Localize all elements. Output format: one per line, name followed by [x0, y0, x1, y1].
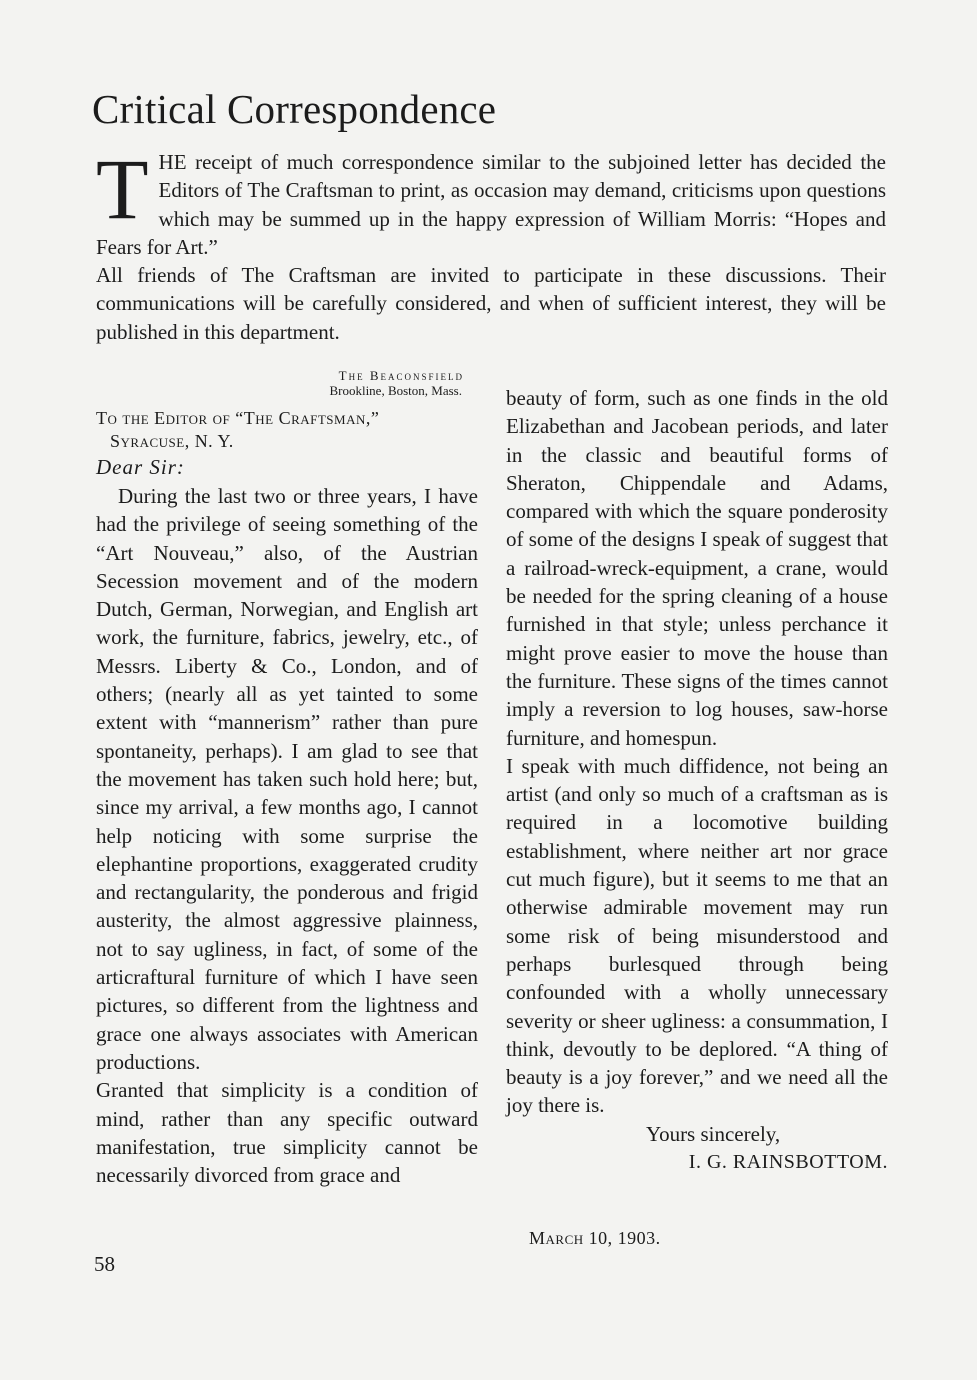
- salutation: Dear Sir:: [96, 455, 185, 479]
- letter-date: March 10, 1903.: [529, 1228, 661, 1248]
- letter-paragraph-3: I speak with much diffidence, not being an artist (and only so much of a craftsman as is required in a locomotive building establishment, where neither art nor grace cut much figure), but it seems to me that an otherwise admirable movement may run some risk of being misunderstood and perhaps burlesqued through being confounded with a wholly unnecessary severity or sheer ugliness: a consummation, I think, devoutly to be deplored. “A thing of beauty is a joy forever,” and we need all the joy there is.: [506, 753, 888, 1118]
- intro-paragraph-2: All friends of The Craftsman are invited to participate in these discussions. Their communications will be carefully considered, and when of sufficient interest, they will be published in this department.: [96, 263, 886, 344]
- letter-paragraph-1: During the last two or three years, I have had the privilege of seeing something of the “Art Nouveau,” also, of the Austrian Secession movement and of the modern Dutch, German, Norwegian, and English art work, the furniture, fabrics, jewelry, etc., of Messrs. Liberty & Co., London, and of others; (nearly all as yet tainted to some extent with “mannerism” rather than pure spontaneity, perhaps). I am glad to see that the movement has taken such hold here; but, since my arrival, a few months ago, I cannot help noticing with some surprise the elephantine proportions, exaggerated crudity and rectangularity, the ponderous and frigid austerity, the almost aggressive plainness, not to say ugliness, in fact, of some of the articraftural furniture of which I have seen pictures, so different from the lightness and grace one always associates with American productions.: [96, 484, 478, 1074]
- editorial-intro: [96, 141, 886, 346]
- sender-place: Brookline, Boston, Mass.: [329, 383, 462, 398]
- drop-cap: T: [96, 141, 149, 237]
- page-title: Critical Correspondence: [92, 86, 497, 132]
- letter-closing: Yours sincerely,: [646, 1121, 781, 1146]
- intro-paragraph-1: HE receipt of much correspondence similar to the subjoined letter has decided the Editors of The Craftsman to print, as occasion may demand, criticisms upon questions which may be summed up in the happy expression of William Morris: “Hopes and Fears for Art.”: [96, 150, 886, 259]
- letter-paragraph-2-continued: beauty of form, such as one finds in the old Elizabethan and Jacobean periods, and later in the classic and beautiful forms of Sheraton, Chippendale and Adams, compared with which the square ponderosity of some of the designs I speak of suggest that a railroad-wreck-equipment, a crane, would be needed for the spring cleaning of a house furnished in that style; unless perchance it might prove easier to move the house than the furniture. These signs of the times cannot imply a reversion to log houses, saw-horse furniture, and homespun.: [506, 386, 889, 750]
- sender-name: The Beaconsfield: [338, 368, 464, 383]
- letter-right-column: [506, 384, 888, 1176]
- page-number: 58: [94, 1252, 115, 1276]
- signature: I. G. RAINSBOTTOM.: [688, 1151, 888, 1174]
- recipient-city: Syracuse, N. Y.: [110, 431, 234, 451]
- recipient-line: To the Editor of “The Craftsman,”: [96, 408, 380, 428]
- letter-paragraph-2: Granted that simplicity is a condition of mind, rather than any specific outward manifestation, true simplicity cannot be necessarily divorced from grace and: [96, 1078, 478, 1188]
- letter-left-column: [96, 368, 478, 1189]
